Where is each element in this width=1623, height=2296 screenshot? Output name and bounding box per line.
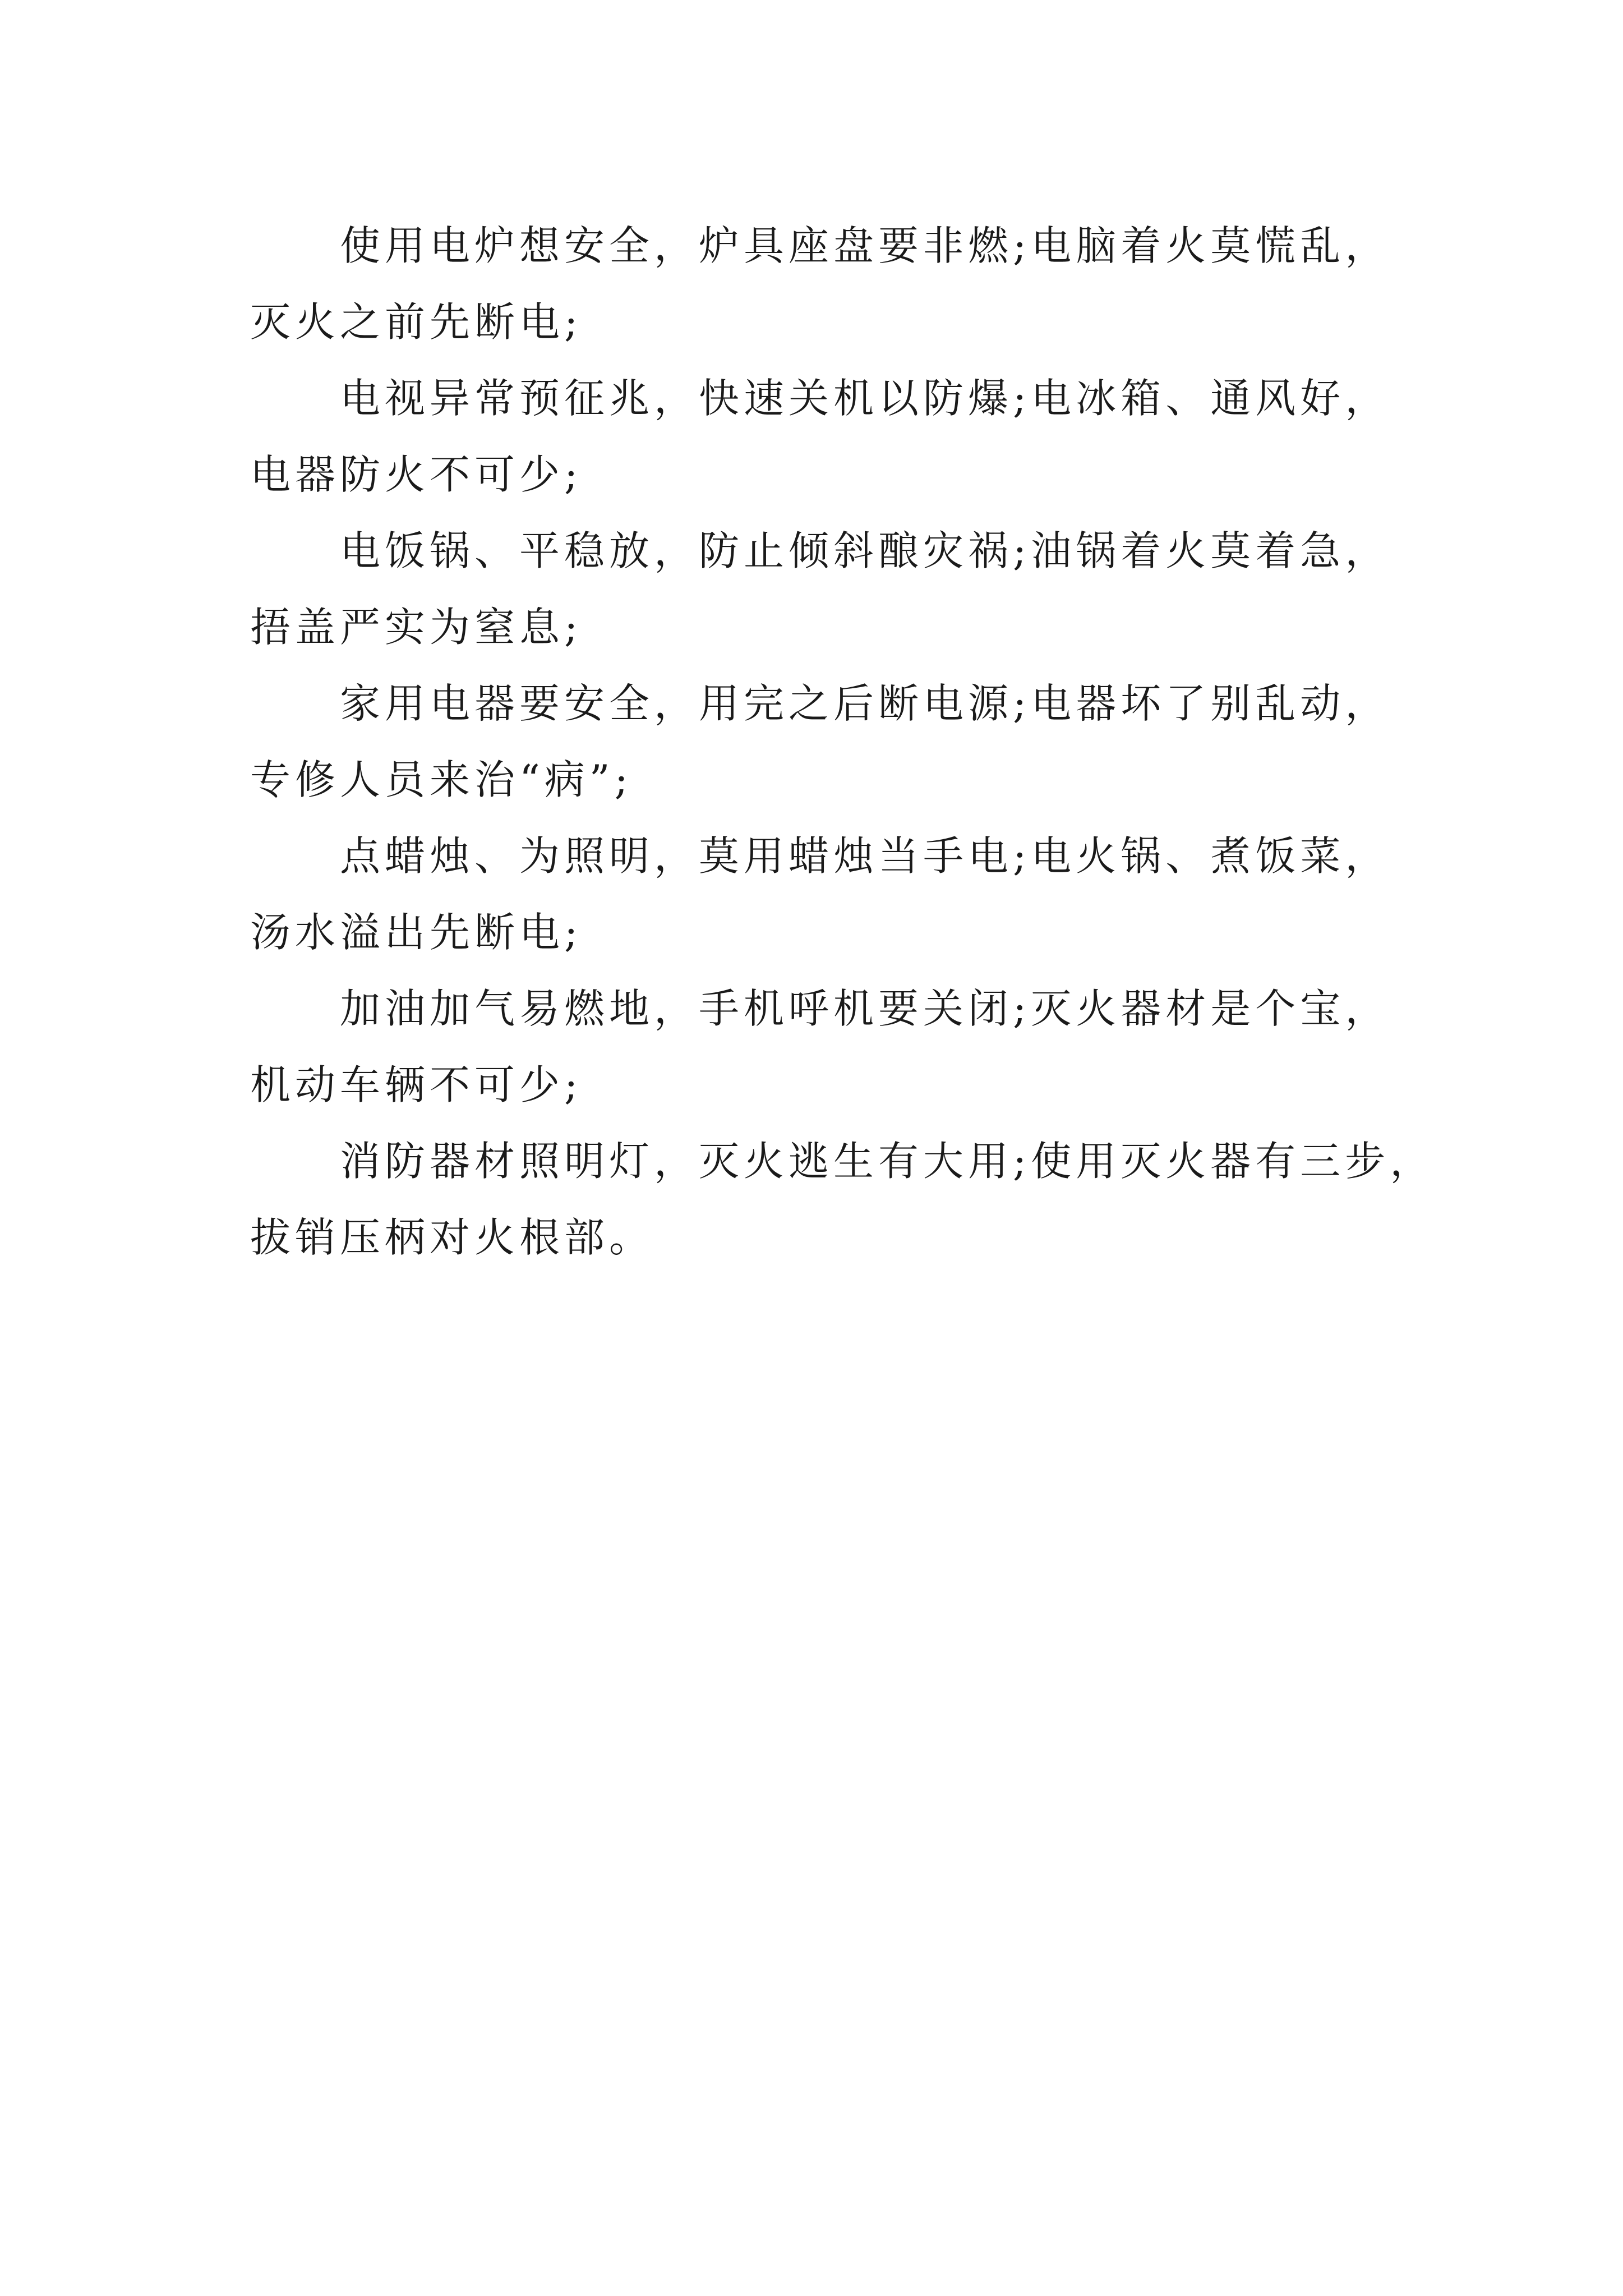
paragraph-line: 加油加气易燃地，手机呼机要关闭;灭火器材是个宝，	[340, 985, 1390, 1032]
paragraph-line: 家用电器要安全，用完之后断电源;电器坏了别乱动，	[340, 680, 1390, 727]
paragraph-5	[250, 818, 1417, 970]
paragraph-4	[250, 665, 1417, 818]
paragraph-3	[250, 513, 1417, 665]
paragraph-line: 点蜡烛、为照明，莫用蜡烛当手电;电火锅、煮饭菜，	[340, 832, 1390, 880]
paragraph-line: 汤水溢出先断电;	[250, 909, 583, 956]
document-body	[250, 208, 1435, 1276]
paragraph-line: 机动车辆不可少;	[250, 1061, 583, 1108]
paragraph-line: 灭火之前先断电;	[250, 298, 583, 346]
paragraph-line: 电饭锅、平稳放，防止倾斜酿灾祸;油锅着火莫着急，	[340, 527, 1390, 574]
paragraph-line: 捂盖严实为窒息;	[250, 604, 583, 651]
paragraph-line: 电器防火不可少;	[250, 451, 583, 498]
paragraph-1	[250, 208, 1417, 360]
paragraph-6	[250, 970, 1417, 1123]
paragraph-line: 消防器材照明灯，灭火逃生有大用;使用灭火器有三步，	[340, 1138, 1435, 1185]
paragraph-2	[250, 360, 1417, 513]
paragraph-line: 使用电炉想安全，炉具座盘要非燃;电脑着火莫慌乱，	[340, 222, 1390, 269]
paragraph-line: 专修人员来治“病”;	[250, 756, 633, 803]
paragraph-line: 拔销压柄对火根部。	[250, 1214, 654, 1261]
paragraph-7	[250, 1123, 1435, 1276]
paragraph-line: 电视异常预征兆，快速关机以防爆;电冰箱、通风好，	[340, 375, 1390, 422]
